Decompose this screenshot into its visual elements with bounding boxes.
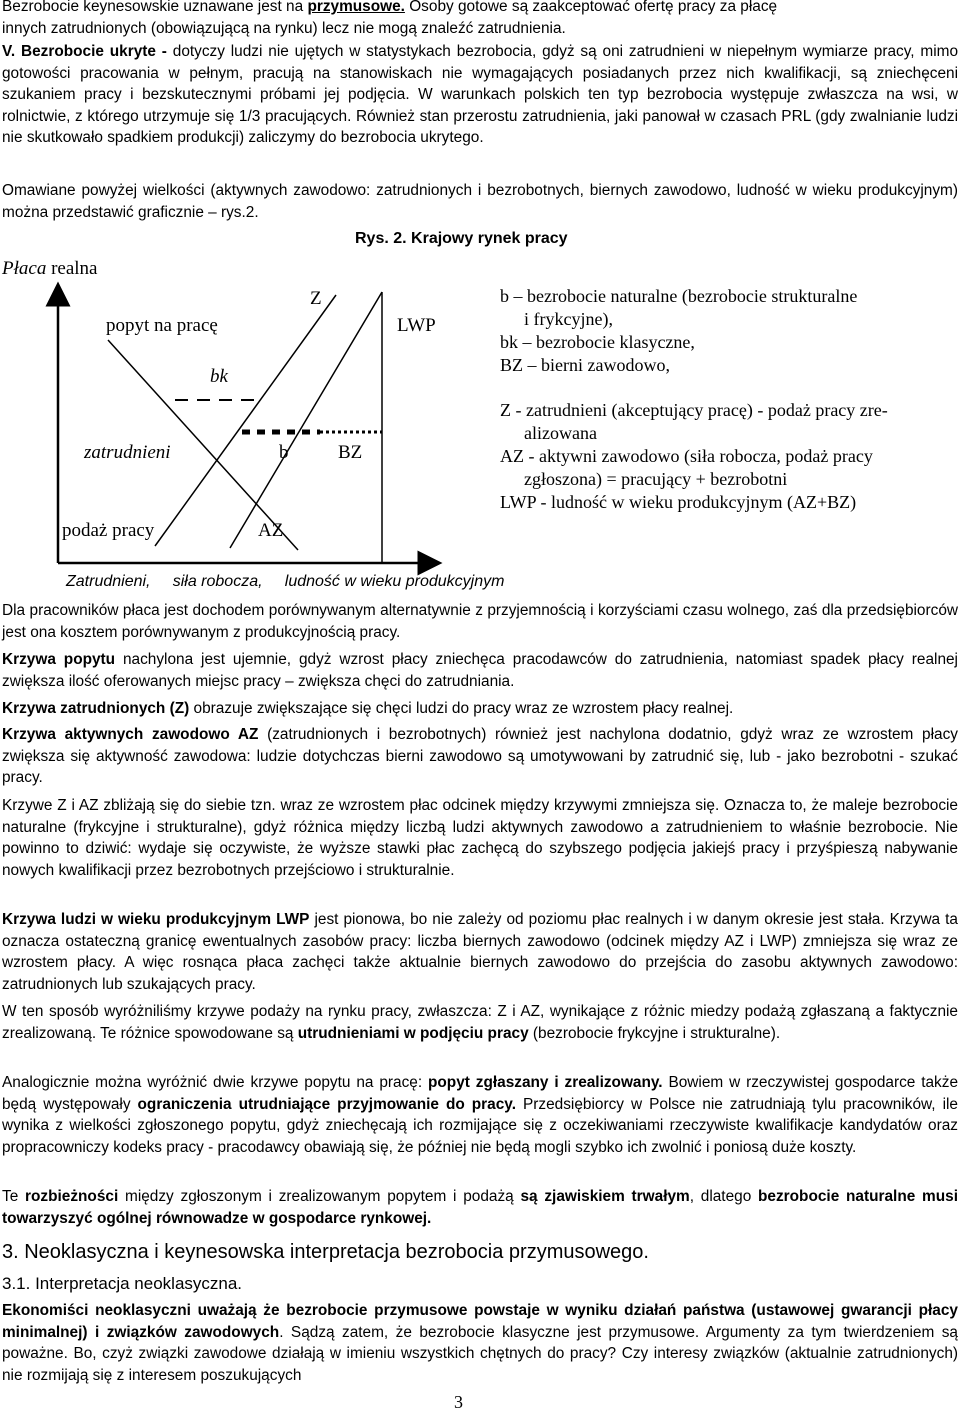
demand-label: popyt na pracę bbox=[106, 315, 218, 336]
top-paragraph: Bezrobocie keynesowskie uznawane jest na przymusowe. Osoby gotowe są zaakceptować ofertę pracy za płacę innych zatrudnionych (obowiązującą na rynku) lecz nie mogą znaleźć zatrudnienia. bbox=[2, 0, 778, 37]
employed-label: zatrudnieni bbox=[84, 442, 171, 463]
paragraph-neoclassical: Ekonomiści neoklasyczni uważają że bezrobocie przymusowe powstaje w wyniku działań państwa (ustawowej gwarancji płacy minimalnej) i związków zawodowych. Sądzą zatem, że bezrobocie klasyczne jest przymusowe. Argumenty za tym twierdzeniem są poważne. Bo, czyż związki zawodowe działają w imieniu wszystkich chętnych do pracy? Czy interesy związków (aktualnie zatrudnionych) nie rozmijają się z interesem poszukujących bbox=[2, 1302, 958, 1384]
employed-curve-z bbox=[230, 292, 382, 548]
subsection-heading: 3.1. Interpretacja neoklasyczna. bbox=[2, 1274, 243, 1293]
paragraph-wage: Dla pracowników płaca jest dochodem porównywanym alternatywnie z przyjemnością i korzyściami czasu wolnego, zaś dla przedsiębiorców jest ona kosztem porównywanym z produkcyjnością pracy. bbox=[2, 602, 958, 641]
section-heading: 3. Neoklasyczna i keynesowska interpretacja bezrobocia przymusowego. bbox=[2, 1241, 649, 1263]
paragraph-active-curve: Krzywa aktywnych zawodowo AZ (zatrudnionych i bezrobotnych) również jest nachylona dodatnio, gdyż wraz ze wzrostem płacy zwiększa się aktywność zawodowa: ludzie dotychczas bierni zawodowo są umotywowani by zatrudnić się, lub - jako bezrobotni - szukać pracy. bbox=[2, 726, 958, 786]
paragraph-employed-curve: Krzywa zatrudnionych (Z) obrazuje zwiększające się chęci ludzi do pracy wraz ze wzrostem płacy realnej. bbox=[2, 700, 734, 717]
paragraph-supply-curves: W ten sposób wyróżniliśmy krzywe podaży na rynku pracy, zwłaszcza: Z i AZ, wynikające z różnic miedzy podażą zgłaszaną a faktycznie zrealizowaną. Te różnice spowodowane są utrudnieniami w podjęciu pracy (bezrobocie frykcyjne i strukturalne). bbox=[2, 1003, 958, 1042]
x-axis-label: Zatrudnieni, siła robocza, ludność w wieku produkcyjnym bbox=[66, 573, 505, 590]
b-label: b bbox=[279, 442, 289, 463]
bz-label: BZ bbox=[338, 442, 363, 463]
az-label: AZ bbox=[258, 520, 284, 541]
legend-lwp: LWP - ludność w wieku produkcyjnym (AZ+BZ) bbox=[500, 492, 857, 512]
legend-z: Z - zatrudnieni (akceptujący pracę) - podaż pracy zre- alizowana bbox=[500, 400, 888, 443]
lwp-label: LWP bbox=[397, 315, 436, 336]
emphasis-forced: przymusowe. bbox=[307, 0, 405, 15]
legend-b: b – bezrobocie naturalne (bezrobocie strukturalne i frykcyjne), bbox=[500, 286, 858, 329]
paragraph-z-az: Krzywe Z i AZ zbliżają się do siebie tzn. wraz ze wzrostem płac odcinek między krzywymi zmniejsza się. Oznacza to, że maleje bezrobocie naturalne (frykcyjne i strukturalne), gdyż różnica między liczbą ludzi aktywnych zawodowo a zatrudnieniem to właśnie bezrobocie. Nie powinno to dziwić: wydaje się oczywiste, że wyższe stawki płac zachęcą do szybszego podjęcia jakiejś pracy i przyśpieszą nabywanie nowych kwalifikacji przez bezrobotnych przejściowo i strukturalnie. bbox=[2, 797, 958, 879]
y-axis-label: Płaca realna bbox=[2, 258, 98, 279]
hidden-unemployment-paragraph: V. Bezrobocie ukryte - dotyczy ludzi nie ujętych w statystykach bezrobocia, gdyż są oni zatrudnieni w niepełnym wymiarze pracy, mimo gotowości pracowania w pełnym, pracują na stanowiskach nie wymagających posiadanych przez nich kwalifikacji, są zniechęceni szukaniem pracy i bezskutecznymi próbami jej podjęcia. W warunkach polskich ten typ bezrobocia występuje zwłaszcza na wsi, w rolnictwie, z którego utrzymuje się 1/3 pracujących. Również stan przerostu zatrudnienia, jaki panował w czasach PRL (gdy zwalnianie ludzi nie skutkowało spadkiem produkcji) zaliczymy do bezrobocia ukrytego. bbox=[2, 43, 959, 146]
bk-label: bk bbox=[210, 366, 228, 387]
figure-title: Rys. 2. Krajowy rynek pracy bbox=[355, 230, 568, 247]
labour-market-figure bbox=[0, 228, 960, 598]
figure-legend bbox=[500, 285, 940, 514]
paragraph-lwp: Krzywa ludzi w wieku produkcyjnym LWP jest pionowa, bo nie zależy od poziomu płac realnych i w danym okresie jest stała. Krzywa ta oznacza ostateczną granicę ewentualnych zasobów pracy: liczba biernych zawodowo (odcinek między AZ i LWP) zmniejsza się wraz ze wzrostem płacy. A więc rosnąca płaca zachęci także aktualnie biernych zawodowo do przejścia do zasobu aktywnych zawodowo: zatrudnionych lub szukających pracy. bbox=[2, 911, 958, 993]
intro-paragraph: Omawiane powyżej wielkości (aktywnych zawodowo: zatrudnionych i bezrobotnych, biernych zawodowo, ludność w wieku produkcyjnym) można przedstawić graficznie – rys.2. bbox=[2, 182, 958, 221]
legend-bz: BZ – bierni zawodowo, bbox=[500, 355, 670, 375]
paragraph-demand-curves: Analogicznie można wyróżnić dwie krzywe popytu na pracę: popyt zgłaszany i zrealizowany. Bowiem w rzeczywistej gospodarce także będą występowały ograniczenia utrudniające przyjmowanie do pracy. Przedsiębiorcy w Polsce nie zatrudniają tylu pracowników, ile wynika z wielkości zgłoszonego popytu, gdyż zniechęcają ich rozmijające się z oczekiwaniami rzeczywiste kwalifikacje kandydatów oraz propracowniczy kodeks pracy - pracodawcy obawiają się, że później nie będą mogli szybko ich zwolnić i poniosą duże koszty. bbox=[2, 1074, 959, 1156]
paragraph-demand-curve: Krzywa popytu nachylona jest ujemnie, gdyż wzrost płacy zniechęca pracodawców do zatrudnienia, natomiast spadek płacy realnej zwiększa ilość oferowanych miejsc pracy – zwiększa chęci do zatrudniania. bbox=[2, 651, 958, 690]
page-number: 3 bbox=[454, 1392, 463, 1412]
paragraph-divergences: Te rozbieżności między zgłoszonym i zrealizowanym popytem i podażą są zjawiskiem trwałym, dlatego bezrobocie naturalne musi towarzyszyć ogólnej równowadze w gospodarce rynkowej. bbox=[2, 1188, 958, 1227]
supply-label: podaż pracy bbox=[62, 520, 155, 541]
legend-az: AZ - aktywni zawodowo (siła robocza, podaż pracy zgłoszona) = pracujący + bezrobotni bbox=[500, 446, 873, 489]
z-label: Z bbox=[310, 288, 322, 309]
legend-bk: bk – bezrobocie klasyczne, bbox=[500, 332, 695, 352]
